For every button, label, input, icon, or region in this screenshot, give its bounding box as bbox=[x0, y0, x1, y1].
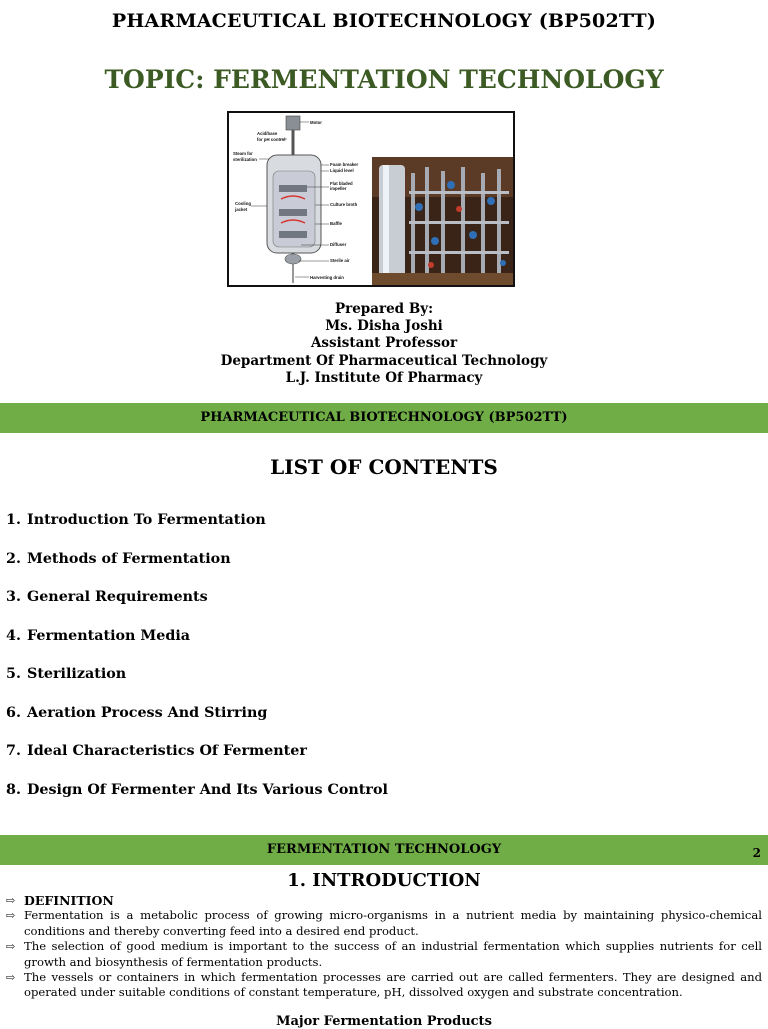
page-number: 2 bbox=[752, 846, 761, 860]
slide2-header-text: PHARMACEUTICAL BIOTECHNOLOGY (BP502TT) bbox=[200, 410, 568, 425]
list-item: 1. Introduction To Fermentation bbox=[6, 512, 266, 528]
arrow-icon: ⇨ bbox=[6, 909, 16, 923]
label-culture-broth: Culture broth bbox=[330, 202, 358, 207]
list-item: ⇨ The selection of good medium is important to the success of an industrial fermentation which supplies nutrients for cell growth and biosynthesis of fermentation products. bbox=[6, 939, 762, 969]
prepared-by-label: Prepared By: bbox=[334, 301, 434, 317]
label-harvesting-drain: Harvesting drain bbox=[310, 275, 344, 280]
label-liquid-level: Liquid level bbox=[330, 168, 354, 173]
list-item: 5. Sterilization bbox=[6, 666, 127, 682]
prepared-by-block bbox=[0, 301, 768, 387]
list-item: ⇨ The vessels or containers in which fermentation processes are carried out are called fermenters. They are designed and operated under suitable conditions of constant temperature, pH, dissolved oxygen and substrate concentration. bbox=[6, 970, 762, 1000]
list-item: 4. Fermentation Media bbox=[6, 627, 191, 644]
list-item: 7. Ideal Characteristics Of Fermenter bbox=[6, 743, 307, 759]
fermenter-figure bbox=[227, 111, 515, 287]
list-item: 2. Methods of Fermentation bbox=[6, 550, 231, 567]
section-heading: 1. INTRODUCTION bbox=[287, 870, 481, 891]
label-cooling: Cooling bbox=[235, 201, 251, 206]
contents-heading: LIST OF CONTENTS bbox=[270, 455, 498, 479]
author-title: Assistant Professor bbox=[310, 335, 458, 352]
document-title: PHARMACEUTICAL BIOTECHNOLOGY (BP502TT) bbox=[111, 10, 657, 32]
list-item: 8. Design Of Fermenter And Its Various Control bbox=[6, 781, 388, 798]
list-item: 6. Aeration Process And Stirring bbox=[6, 704, 268, 721]
fermenter-photo bbox=[372, 157, 513, 285]
label-ph-control: for pH control bbox=[257, 137, 286, 142]
arrow-icon: ⇨ bbox=[6, 971, 16, 985]
fermenter-diagram bbox=[229, 113, 513, 285]
contents-list bbox=[6, 512, 388, 820]
list-item: 3. General Requirements bbox=[6, 589, 208, 605]
label-sterilization: sterilization bbox=[233, 157, 257, 162]
label-baffle: Baffle bbox=[330, 221, 342, 226]
intro-bullets bbox=[6, 893, 762, 1001]
label-motor: Motor bbox=[310, 120, 322, 125]
label-jacket: jacket bbox=[235, 207, 248, 212]
institute: L.J. Institute Of Pharmacy bbox=[285, 369, 483, 386]
author-name: Ms. Disha Joshi bbox=[325, 318, 443, 335]
label-sterile-air: Sterile air bbox=[330, 258, 350, 263]
arrow-icon: ⇨ bbox=[6, 940, 16, 954]
label-diffuser: Diffuser bbox=[330, 242, 347, 247]
list-item: ⇨ Fermentation is a metabolic process of growing micro-organisms in a nutrient media by maintaining physico-chemical conditions and thereby converting feed into a desired end product. bbox=[6, 908, 762, 938]
topic-title: TOPIC: FERMENTATION TECHNOLOGY bbox=[104, 65, 664, 94]
label-impeller: impeller bbox=[330, 186, 347, 191]
arrow-icon: ⇨ bbox=[6, 894, 16, 907]
department: Department Of Pharmaceutical Technology bbox=[220, 352, 548, 369]
label-flat-bladed: Flat bladed bbox=[330, 181, 353, 186]
slide3-header-bar bbox=[0, 835, 768, 865]
slide2-header-bar bbox=[0, 403, 768, 433]
label-steam: Steam for bbox=[233, 151, 253, 156]
subheading: Major Fermentation Products bbox=[276, 1014, 492, 1029]
label-acid-base: Acid/base bbox=[257, 131, 278, 136]
label-foam-breaker: Foam breaker bbox=[330, 162, 359, 167]
slide3-header-text: FERMENTATION TECHNOLOGY bbox=[266, 842, 502, 857]
list-item: ⇨ DEFINITION bbox=[6, 893, 114, 908]
